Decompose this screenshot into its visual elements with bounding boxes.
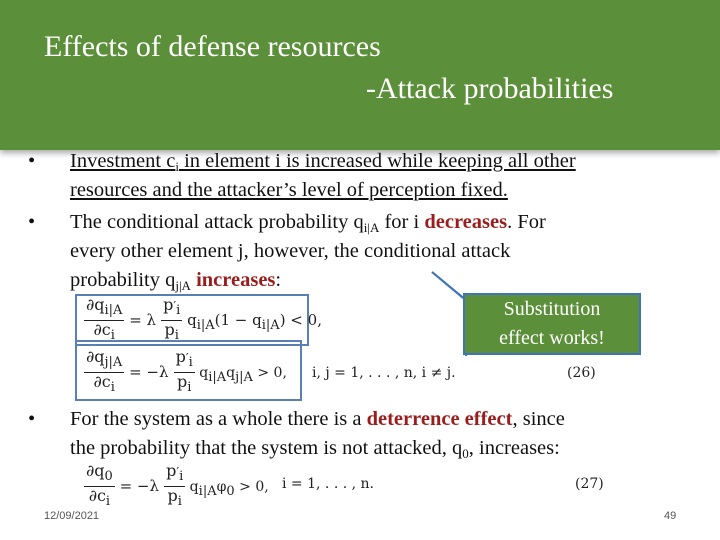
equation-2-condition: i, j = 1, . . . , n, i ≠ j. [312,365,456,381]
equation-3-number: (27) [575,476,604,492]
equation-1: $\frac{\partial q_{i|A}}{\partial c_i}$ = λ $\frac{p'_i}{p_i}$ qi|A(1 − qi|A) < 0, [86,295,322,343]
bullet-2-line-3: probability $q_{j|A}$ increases: [70,269,282,293]
slide-title-line1: Effects of defense resources [44,30,381,63]
slide-date: 12/09/2021 [44,510,100,522]
substitution-callout [463,293,641,355]
bullet-2-line-1: The conditional attack probability $q_{i|A}$ for i decreases. For [70,211,546,235]
bullet-2-line-2: every other element j, however, the conditional attack [70,240,511,262]
bullet-marker: • [28,211,36,233]
equation-3: $\frac{\partial q_0}{\partial c_i}$ = −λ $\frac{p'_i}{p_i}$ qi|Aφ0 > 0, [86,461,269,509]
equation-2-number: (26) [567,365,596,381]
equation-3-condition: i = 1, . . . , n. [282,476,374,492]
bullet-1-line-2: resources and the attacker’s level of perception fixed. [70,179,508,201]
callout-line-2: effect works! [499,327,605,349]
slide-title-line2: -Attack probabilities [366,72,614,105]
bullet-marker: • [28,408,36,430]
equation-2: $\frac{\partial q_{j|A}}{\partial c_i}$ = −λ $\frac{p'_i}{p_i}$ qi|Aqj|A > 0, [86,347,287,395]
slide-page-number: 49 [664,510,677,522]
bullet-3-line-1: For the system as a whole there is a deterrence effect, since [70,408,565,430]
callout-line-1: Substitution [503,298,601,320]
bullet-1-line-1: Investment $c_i$ in element i is increased while keeping all other [70,150,576,174]
bullet-3-line-2: the probability that the system is not attacked, $q_0$, increases: [70,437,560,461]
bullet-marker: • [28,150,36,172]
